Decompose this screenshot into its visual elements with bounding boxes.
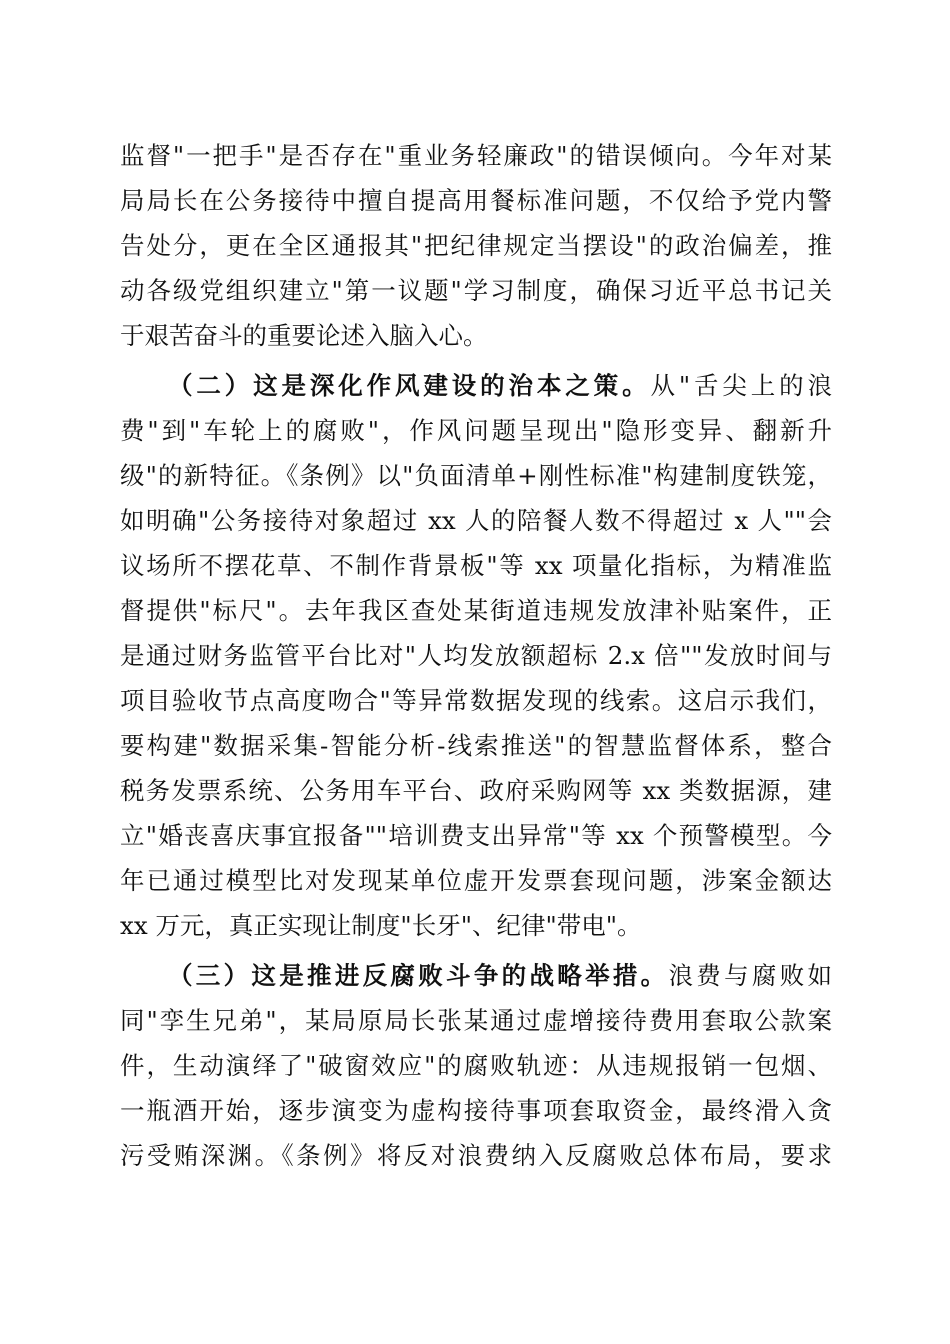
paragraph-line: xx 万元，真正实现让制度"长牙"、纪律"带电"。 bbox=[120, 911, 642, 940]
paragraph-line: 是通过财务监管平台比对"人均发放额超标 2.x 倍""发放时间与 bbox=[120, 641, 832, 670]
paragraph-line: 如明确"公务接待对象超过 xx 人的陪餐人数不得超过 x 人""会 bbox=[120, 506, 832, 535]
paragraph-line: 要构建"数据采集-智能分析-线索推送"的智慧监督体系，整合 bbox=[120, 731, 832, 760]
paragraph-line: 件，生动演绎了"破窗效应"的腐败轨迹：从违规报销一包烟、 bbox=[120, 1051, 832, 1080]
paragraph-line: 告处分，更在全区通报其"把纪律规定当摆设"的政治偏差，推 bbox=[120, 231, 832, 260]
paragraph-line: 污受贿深渊。《条例》将反对浪费纳入反腐败总体布局，要求 bbox=[120, 1141, 832, 1170]
paragraph-line: 立"婚丧喜庆事宜报备""培训费支出异常"等 xx 个预警模型。今 bbox=[120, 821, 832, 850]
paragraph-line: 监督"一把手"是否存在"重业务轻廉政"的错误倾向。今年对某 bbox=[120, 141, 832, 170]
section-2-first-line bbox=[168, 366, 832, 406]
paragraph-line: 同"孪生兄弟"，某局原局长张某通过虚增接待费用套取公款案 bbox=[120, 1006, 832, 1035]
paragraph-line: 局局长在公务接待中擅自提高用餐标准问题，不仅给予党内警 bbox=[120, 186, 832, 215]
section-3-first-line bbox=[168, 956, 832, 996]
paragraph-line: 于艰苦奋斗的重要论述入脑入心。 bbox=[120, 321, 488, 350]
paragraph-line: 级"的新特征。《条例》以"负面清单+刚性标准"构建制度铁笼， bbox=[120, 461, 832, 490]
section-3-lead-text: 浪费与腐败如 bbox=[668, 961, 833, 990]
section-2-heading: （二）这是深化作风建设的治本之策。 bbox=[168, 371, 651, 400]
paragraph-line: 税务发票系统、公务用车平台、政府采购网等 xx 类数据源，建 bbox=[120, 776, 832, 805]
paragraph-line: 议场所不摆花草、不制作背景板"等 xx 项量化指标，为精准监 bbox=[120, 551, 832, 580]
paragraph-line: 年已通过模型比对发现某单位虚开发票套现问题，涉案金额达 bbox=[120, 866, 832, 895]
paragraph-line: 项目验收节点高度吻合"等异常数据发现的线索。这启示我们， bbox=[120, 686, 832, 715]
paragraph-line: 动各级党组织建立"第一议题"学习制度，确保习近平总书记关 bbox=[120, 276, 832, 305]
paragraph-line: 一瓶酒开始，逐步演变为虚构接待事项套取资金，最终滑入贪 bbox=[120, 1096, 832, 1125]
paragraph-line: 督提供"标尺"。去年我区查处某街道违规发放津补贴案件，正 bbox=[120, 596, 832, 625]
section-3-heading: （三）这是推进反腐败斗争的战略举措。 bbox=[168, 961, 669, 990]
paragraph-line: 费"到"车轮上的腐败"，作风问题呈现出"隐形变异、翻新升 bbox=[120, 416, 832, 445]
section-2-lead-text: 从"舌尖上的浪 bbox=[650, 371, 832, 400]
